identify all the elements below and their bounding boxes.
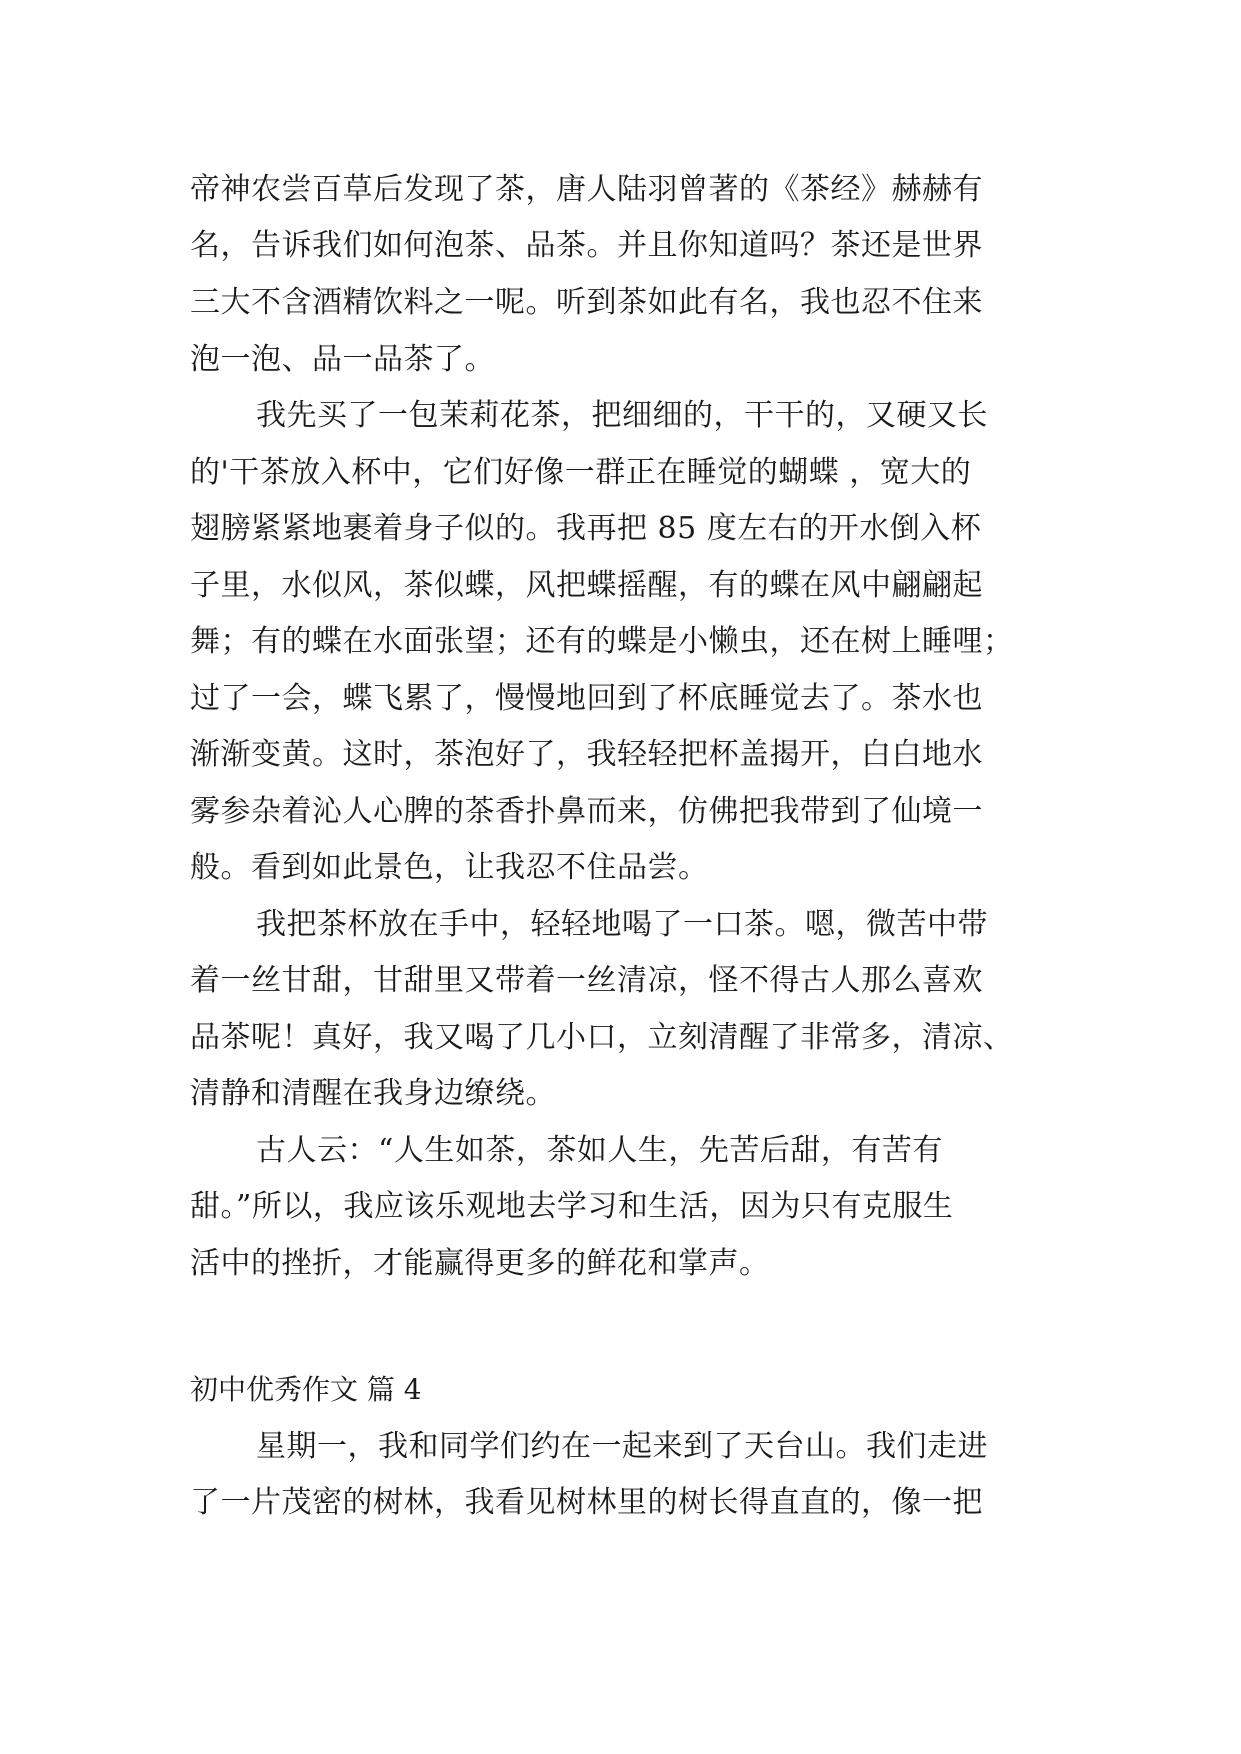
- text-line: 帝神农尝百草后发现了茶，唐人陆羽曾著的《茶经》赫赫有: [190, 172, 983, 207]
- text-line: 雾参杂着沁人心脾的茶香扑鼻而来，仿佛把我带到了仙境一: [190, 794, 983, 829]
- text-line: 的'干茶放入杯中，它们好像一群正在睡觉的蝴蝶 ，宽大的: [190, 455, 972, 490]
- text-line: 渐渐变黄。这时，茶泡好了，我轻轻把杯盖揭开，白白地水: [190, 737, 983, 772]
- paragraph-start-line: 星期一，我和同学们约在一起来到了天台山。我们走进: [256, 1429, 988, 1464]
- text-line: 名，告诉我们如何泡茶、品茶。并且你知道吗？茶还是世界: [190, 228, 983, 263]
- text-line: 舞；有的蝶在水面张望；还有的蝶是小懒虫，还在树上睡哩；: [190, 624, 1014, 659]
- paragraph-start-line: 我把茶杯放在手中，轻轻地喝了一口茶。嗯，微苦中带: [256, 907, 988, 942]
- text-line: 了一片茂密的树林，我看见树林里的树长得直直的，像一把: [190, 1485, 983, 1520]
- section-heading: 初中优秀作文 篇 4: [190, 1373, 422, 1406]
- text-line: 翅膀紧紧地裹着身子似的。我再把 85 度左右的开水倒入杯: [190, 511, 982, 546]
- text-line: 泡一泡、品一品茶了。: [190, 342, 495, 377]
- text-line: 子里，水似风，茶似蝶，风把蝶摇醒，有的蝶在风中翩翩起: [190, 568, 983, 603]
- text-line: 甜。”所以，我应该乐观地去学习和生活，因为只有克服生: [190, 1189, 954, 1224]
- text-line: 般。看到如此景色，让我忍不住品尝。: [190, 850, 709, 885]
- text-line: 活中的挫折，才能赢得更多的鲜花和掌声。: [190, 1246, 770, 1281]
- text-line: 三大不含酒精饮料之一呢。听到茶如此有名，我也忍不住来: [190, 285, 983, 320]
- paragraph-start-line: 我先买了一包茉莉花茶，把细细的，干干的，又硬又长: [256, 398, 988, 433]
- text-line: 品茶呢！真好，我又喝了几小口，立刻清醒了非常多，清凉、: [190, 1020, 1014, 1055]
- paragraph-start-line: 古人云：“人生如茶，茶如人生，先苦后甜，有苦有: [256, 1133, 943, 1168]
- text-line: 着一丝甘甜，甘甜里又带着一丝清凉，怪不得古人那么喜欢: [190, 963, 983, 998]
- text-line: 过了一会，蝶飞累了，慢慢地回到了杯底睡觉去了。茶水也: [190, 681, 983, 716]
- text-line: 清静和清醒在我身边缭绕。: [190, 1076, 556, 1111]
